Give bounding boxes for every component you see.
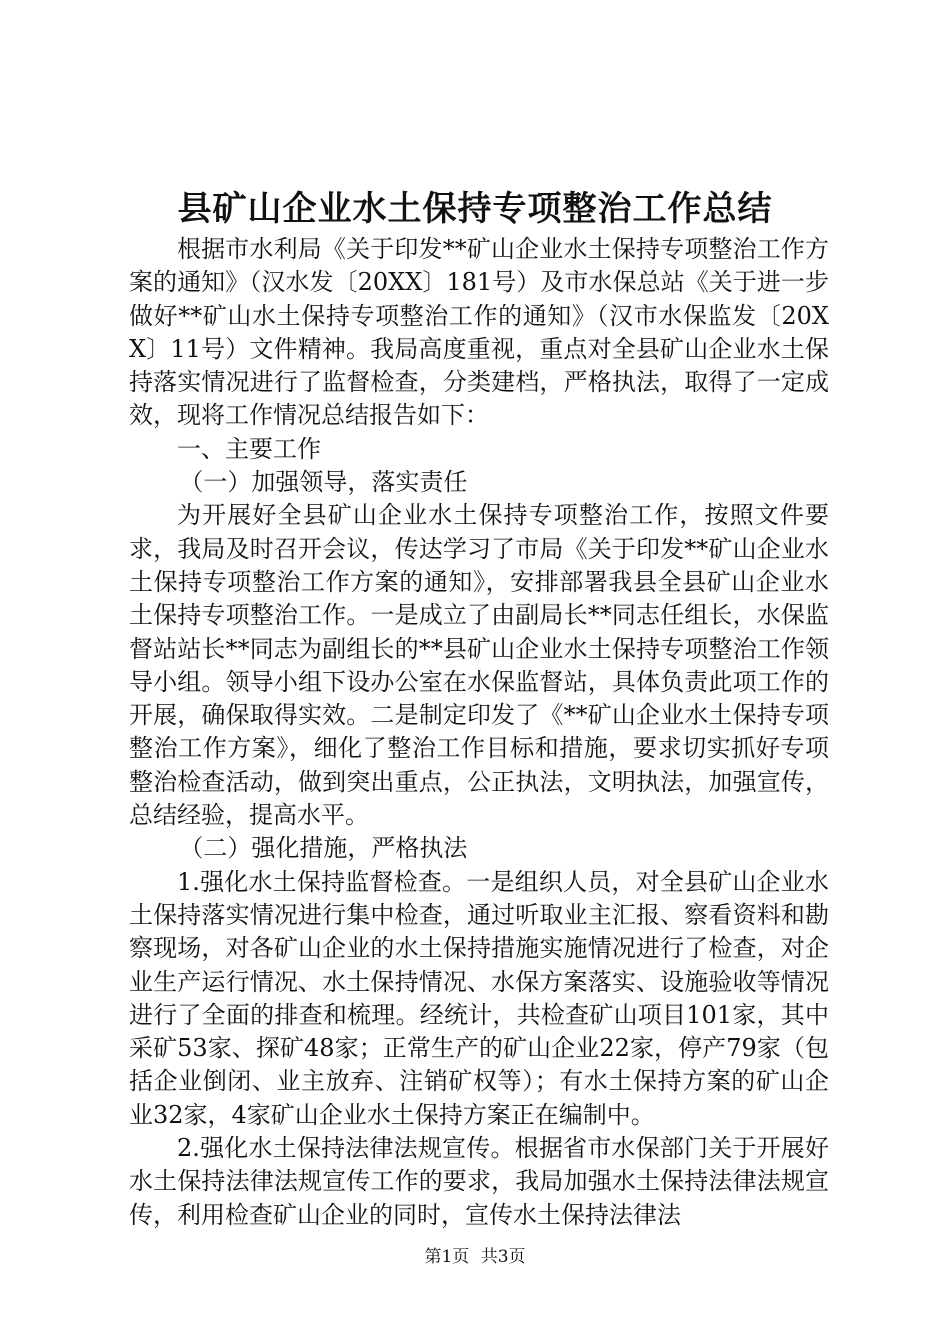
subsection-heading-leadership: （一）加强领导，落实责任 — [179, 468, 468, 497]
paragraph-inspection: 1.强化水土保持监督检查。一是组织人员，对全县矿山企业水土保持落实情况进行集中检查，通过听取业主汇报、察看资料和勘察现场，对各矿山企业的水土保持措施实施情况进行了检查，对企业生产运行情况、水土保持情况、水保方案落实、设施验收等情况进行了全面的排查和梳理。经统计，共检查矿山项目101家，其中采矿53家、探矿48家；正常生产的矿山企业22家，停产79家（包括企业倒闭、业主放弃、注销矿权等）；有水土保持方案的矿山企业32家，4家矿山企业水土保持方案正在编制中。 — [129, 867, 829, 1129]
page-total: 共3页 — [480, 1247, 526, 1267]
paragraph-leadership: 为开展好全县矿山企业水土保持专项整治工作，按照文件要求，我局及时召开会议，传达学习了市局《关于印发**矿山企业水土保持专项整治工作方案的通知》，安排部署我县全县矿山企业水土保持专项整治工作。一是成立了由副局长**同志任组长，水保监督站站长**同志为副组长的**县矿山企业水土保持专项整治工作领导小组。领导小组下设办公室在水保监督站，具体负责此项工作的开展，确保取得实效。二是制定印发了《**矿山企业水土保持专项整治工作方案》，细化了整治工作目标和措施，要求切实抓好专项整治检查活动，做到突出重点，公正执法，文明执法，加强宣传，总结经验，提高水平。 — [129, 501, 829, 830]
paragraph-intro: 根据市水利局《关于印发**矿山企业水土保持专项整治工作方案的通知》（汉水发〔20XX〕181号）及市水保总站《关于进一步做好**矿山水土保持专项整治工作的通知》（汉市水保监发〔20XX〕11号）文件精神。我局高度重视，重点对全县矿山企业水土保持落实情况进行了监督检查，分类建档，严格执法，取得了一定成效，现将工作情况总结报告如下： — [129, 235, 829, 430]
section-heading-main-work: 一、主要工作 — [177, 434, 321, 463]
page-footer — [0, 1245, 950, 1269]
document-body — [129, 233, 829, 1232]
subsection-heading-measures: （二）强化措施，严格执法 — [179, 834, 468, 863]
document-title: 县矿山企业水土保持专项整治工作总结 — [177, 189, 773, 229]
page-number: 第1页 — [424, 1247, 470, 1267]
paragraph-publicity: 2.强化水土保持法律法规宣传。根据省市水保部门关于开展好水土保持法律法规宣传工作的要求，我局加强水土保持法律法规宣传，利用检查矿山企业的同时，宣传水土保持法律法 — [129, 1134, 829, 1229]
